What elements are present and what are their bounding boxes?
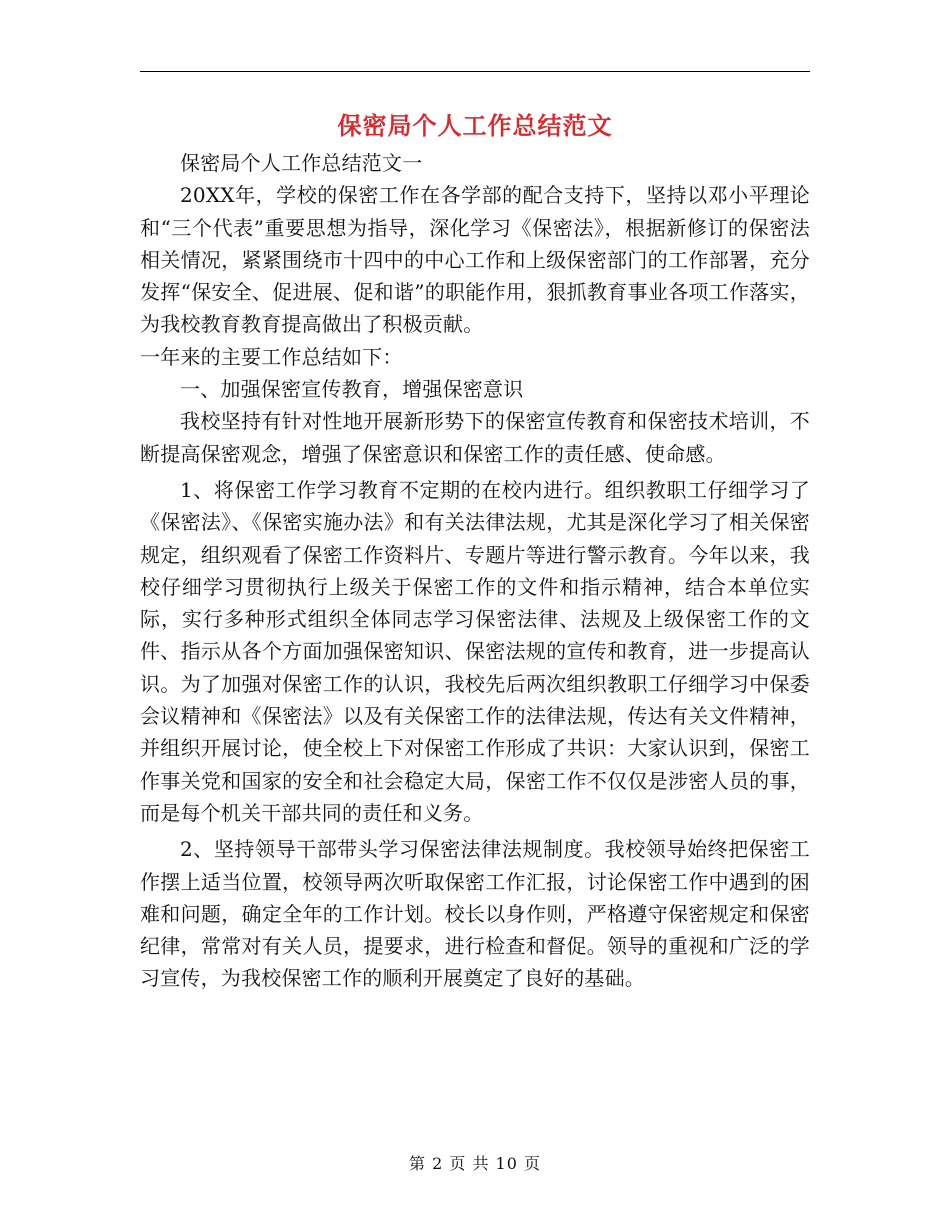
item-1-paragraph: 1、将保密工作学习教育不定期的在校内进行。组织教职工仔细学习了《保密法》、《保密实施办法》和有关法律法规，尤其是深化学习了相关保密规定，组织观看了保密工作资料片、专题片等进行警示教育。今年以来，我校仔细学习贯彻执行上级关于保密工作的文件和指示精神，结合本单位实际，实行多种形式组织全体同志学习保密法律、法规及上级保密工作的文件、指示从各个方面加强保密知识、保密法规的宣传和教育，进一步提高认识。为了加强对保密工作的认识，我校先后两次组织教职工仔细学习中保委会议精神和《保密法》以及有关保密工作的法律法规，传达有关文件精神，并组织开展讨论，使全校上下对保密工作形成了共识：大家认识到，保密工作事关党和国家的安全和社会稳定大局，保密工作不仅仅是涉密人员的事，而是每个机关干部共同的责任和义务。 — [140, 477, 810, 825]
document-body — [140, 147, 810, 995]
header-rule — [140, 71, 810, 72]
page-number-footer: 第 2 页 共 10 页 — [409, 1154, 541, 1173]
summary-lead-paragraph: 一年来的主要工作总结如下： — [140, 344, 403, 369]
intro-paragraph: 20XX年，学校的保密工作在各学部的配合支持下，坚持以邓小平理论和“三个代表”重要思想为指导，深化学习《保密法》，根据新修订的保密法相关情况，紧紧围绕市十四中的中心工作和上级保密部门的工作部署，充分发挥“保安全、促进展、促和谐”的职能作用，狠抓教育事业各项工作落实，为我校教育教育提高做出了积极贡献。 — [140, 183, 810, 337]
section-heading-1: 一、加强保密宣传教育，增强保密意识 — [180, 377, 524, 402]
section-1-paragraph: 我校坚持有针对性地开展新形势下的保密宣传教育和保密技术培训，不断提高保密观念，增强了保密意识和保密工作的责任感、使命感。 — [140, 409, 810, 466]
document-title: 保密局个人工作总结范文 — [337, 111, 613, 140]
item-2-paragraph: 2、坚持领导干部带头学习保密法律法规制度。我校领导始终把保密工作摆上适当位置，校领导两次听取保密工作汇报，讨论保密工作中遇到的困难和问题，确定全年的工作计划。校长以身作则，严格遵守保密规定和保密纪律，常常对有关人员，提要求，进行检查和督促。领导的重视和广泛的学习宣传，为我校保密工作的顺利开展奠定了良好的基础。 — [140, 837, 810, 991]
subtitle-paragraph: 保密局个人工作总结范文一 — [180, 151, 423, 175]
